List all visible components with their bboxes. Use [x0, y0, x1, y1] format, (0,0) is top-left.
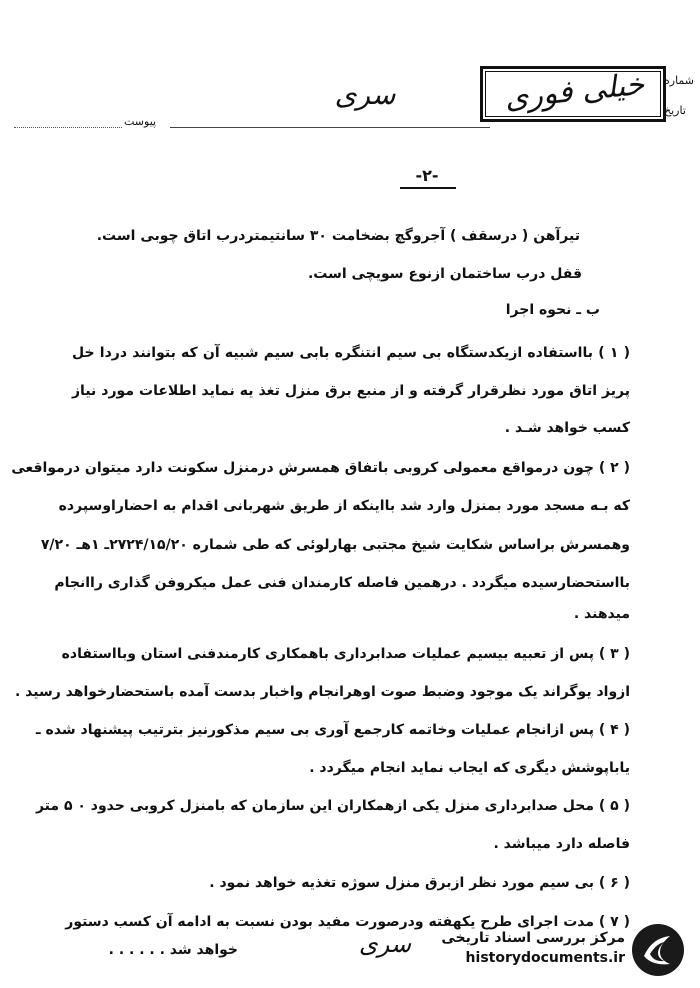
paragraph-line: ( ۱ ) بااستفاده ازیکدستگاه بی سیم انتنگره بابی سیم شبیه آن که بتوانند دردا خل: [72, 345, 630, 361]
archive-logo-icon: [630, 922, 686, 978]
body-line: تیرآهن ( درسقف ) آجروگچ بضخامت ۳۰ سانتیمتردرب اتاق چوبی است.: [96, 228, 580, 244]
paragraph-line: بااستحضارسیده میگردد . درهمین فاصله کارمندان فنی عمل میکروفن گذاری راانجام: [54, 575, 630, 591]
paragraph-line: ( ۳ ) پس از تعبیه بیسیم عملیات صدابرداری باهمکاری کارمندفنی استان وبااستفاده: [61, 646, 630, 662]
paragraph-line: پریز اتاق مورد نظرقرار گرفته و از منبع برق منزل تغذ یه نماید اطلاعات مورد نیاز: [72, 383, 630, 399]
paragraph-line: ( ۴ ) پس ازانجام عملیات وخاتمه کارجمع آوری بی سیم مذکورنیز بترتیب پیشنهاد شده ـ: [35, 722, 630, 738]
date-label: تاریخ: [664, 104, 686, 117]
paragraph-line: خواهد شد . . . . . .: [108, 942, 238, 958]
watermark-url: historydocuments.ir: [465, 950, 625, 966]
body-line: قفل درب ساختمان ازنوع سویچی است.: [307, 266, 582, 282]
paragraph-line: فاصله دارد میباشد .: [493, 836, 630, 852]
page-number-underline: [400, 187, 456, 189]
page-number: -۲-: [415, 166, 439, 185]
section-heading: ب ـ نحوه اجرا: [505, 302, 600, 318]
number-label: شماره: [664, 74, 695, 87]
paragraph-line: کسب خواهد شـد .: [504, 420, 630, 436]
paragraph-line: یاباپوشش دیگری که ایجاب نماید انجام میگردد .: [309, 760, 630, 776]
urgent-stamp-text: خیلی فوری: [503, 66, 646, 117]
paragraph-line: میدهند .: [573, 606, 630, 622]
watermark-text: [440, 928, 625, 968]
paragraph-line: ازواد یوگراند یک موجود وضبط صوت اوهرانجام واخبار بدست آمده باستحضارخواهد رسید .: [14, 684, 630, 700]
watermark-org: مرکز بررسی اسناد تاریخی: [441, 930, 625, 946]
paragraph-line: ( ۶ ) بی سیم مورد نظر ازبرق منزل سوژه تغذیه خواهد نمود .: [209, 875, 630, 891]
attachment-dotted-line: [14, 127, 122, 128]
paragraph-line: وهمسرش براساس شکایت شیخ مجتبی بهارلوئی که طی شماره ۲۷۲۴/۱۵/۲۰ـ ۱هـ ۷/۲۰: [40, 537, 630, 553]
classification-footer: سری: [358, 930, 412, 958]
classification-header: سری: [334, 78, 396, 111]
header-rule: [170, 127, 490, 128]
paragraph-line: که بـه مسجد مورد بمنزل وارد شد بااینکه از طریق شهربانی اقدام به احضاراوسپرده: [58, 498, 630, 514]
paragraph-line: ( ۵ ) محل صدابرداری منزل یکی ازهمکاران این سازمان که بامنزل کروبی حدود ۰ ۵ متر: [35, 798, 630, 814]
paragraph-line: ( ۲ ) چون درمواقع معمولی کروبی باتفاق همسرش درمنزل سکونت دارد میتوان درمواقعی: [11, 460, 630, 476]
paragraph-line: ( ۷ ) مدت اجرای طرح یکهفته ودرصورت مفید بودن نسبت به ادامه آن کسب دستور: [65, 914, 630, 930]
attachment-label: پیوست: [124, 115, 157, 128]
